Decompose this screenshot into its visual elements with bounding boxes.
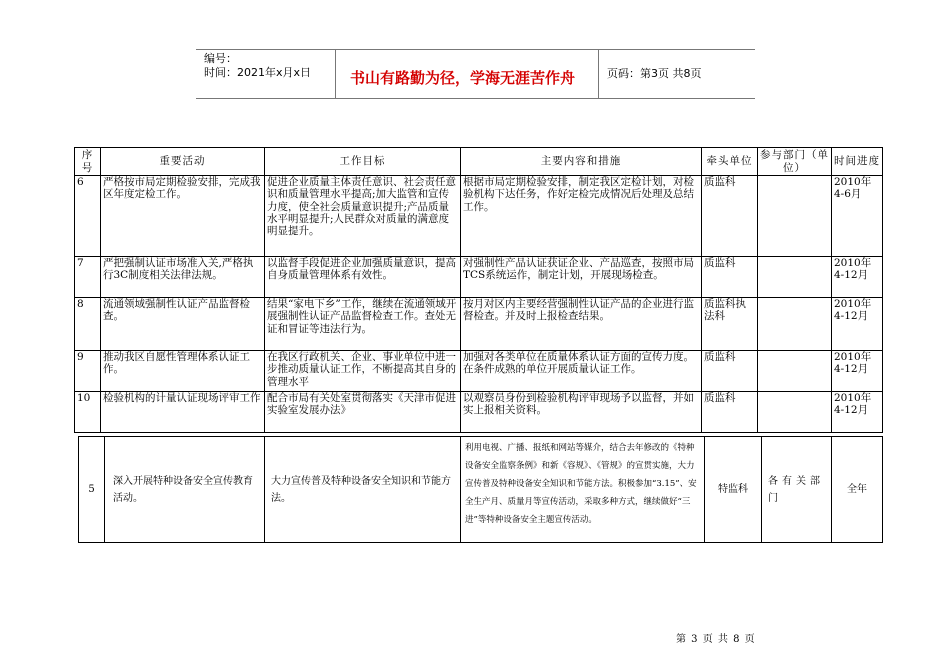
page-footer: 第 3 页 共 8 页 [676,634,756,645]
table-row [75,298,883,351]
time-label: 时间：2021年x月x日 [204,66,312,79]
table-row [75,392,883,433]
row-activity: 推动我区自愿性管理体系认证工作。 [101,351,265,392]
header-meta-cell [196,50,336,98]
row-activity: 检验机构的计量认证现场评审工作 [101,392,265,433]
row-lead: 质监科 [702,257,758,298]
row-lead: 质监科 [702,176,758,257]
row-dept [758,257,832,298]
row-time: 2010年 4-12月 [832,392,883,433]
header-lead: 牵头单位 [702,148,758,176]
row-goal: 配合市局有关处室贯彻落实《天津市促进实验室发展办法》 [265,392,461,433]
row-content: 根据市局定期检验安排，制定我区定检计划，对检验机构下达任务，作好定检完成情况后处理及总结工作。 [461,176,702,257]
row-activity: 严把强制认证市场准入关,严格执行3C制度相关法律法规。 [101,257,265,298]
row-lead: 质监科 [702,392,758,433]
header-goal: 工作目标 [265,148,461,176]
header-page-cell [599,50,755,98]
row-content: 按月对区内主要经营强制性认证产品的企业进行监督检查。并及时上报检查结果。 [461,298,702,351]
row-time: 2010年 4-12月 [832,298,883,351]
row-content: 以观察员身份到检验机构评审现场予以监督，并如实上报相关资料。 [461,392,702,433]
row-lead: 质监科执法科 [702,298,758,351]
row-activity: 深入开展特种设备安全宣传教育活动。 [105,437,265,543]
row-dept [758,176,832,257]
row-time: 2010年 4-12月 [832,257,883,298]
row-time: 全年 [832,437,883,543]
motto-text: 书山有路勤为径，学海无涯苦作舟 [350,69,576,87]
row-content: 利用电视、广播、报纸和网站等媒介，结合去年修改的《特种设备安全监察条例》和新《容规》、《管规》的宣贯实施，大力宣传普及特种设备安全知识和节能方法。积极参加“3.15”、安全生产月、质量月等宣传活动，采取多种方式，继续做好“三进”等特种设备安全主题宣传活动。 [461,437,705,543]
row-seq: 5 [79,437,105,543]
table-row [79,437,883,543]
row-goal: 以监督手段促进企业加强质量意识，提高自身质量管理体系有效性。 [265,257,461,298]
row-seq: 9 [75,351,101,392]
table-row [75,176,883,257]
header-content: 主要内容和措施 [461,148,702,176]
row-seq: 6 [75,176,101,257]
table-row [75,351,883,392]
row-goal: 大力宣传普及特种设备安全知识和节能方法。 [265,437,461,543]
header-seq: 序号 [75,148,101,176]
row-time: 2010年 4-12月 [832,351,883,392]
table-row [75,257,883,298]
header-page-label: 页码：第3页 共8页 [607,67,702,80]
row-seq: 8 [75,298,101,351]
row-dept [758,392,832,433]
special-equipment-table [78,436,883,543]
header-time: 时间进度 [832,148,883,176]
row-seq: 7 [75,257,101,298]
header-motto-cell [336,50,599,98]
row-lead: 特监科 [705,437,762,543]
row-lead: 质监科 [702,351,758,392]
row-time: 2010年4-6月 [832,176,883,257]
row-goal: 结果“家电下乡”工作，继续在流通领域开展强制性认证产品监督检查工作。查处无证和冒证等违法行为。 [265,298,461,351]
row-goal: 促进企业质量主体责任意识、社会责任意识和质量管理水平提高;加大监管和宣传力度，使全社会质量意识提升;产品质量水平明显提升;人民群众对质量的满意度明显提升。 [265,176,461,257]
work-plan-table [74,147,883,433]
document-header [196,49,755,99]
row-seq: 10 [75,392,101,433]
code-label: 编号： [204,52,237,65]
header-activity: 重要活动 [101,148,265,176]
row-goal: 在我区行政机关、企业、事业单位中进一步推动质量认证工作，不断提高其自身的管理水平 [265,351,461,392]
row-activity: 流通领域强制性认证产品监督检查。 [101,298,265,351]
row-dept: 各有关部门 [762,437,832,543]
row-dept [758,351,832,392]
row-content: 对强制性产品认证获证企业、产品巡查，按照市局TCS系统运作，制定计划，开展现场检查。 [461,257,702,298]
row-content: 加强对各类单位在质量体系认证方面的宣传力度。在条件成熟的单位开展质量认证工作。 [461,351,702,392]
row-dept [758,298,832,351]
header-dept: 参与部门（单位） [758,148,832,176]
table-header-row [75,148,883,176]
row-activity: 严格按市局定期检验安排，完成我区年度定检工作。 [101,176,265,257]
